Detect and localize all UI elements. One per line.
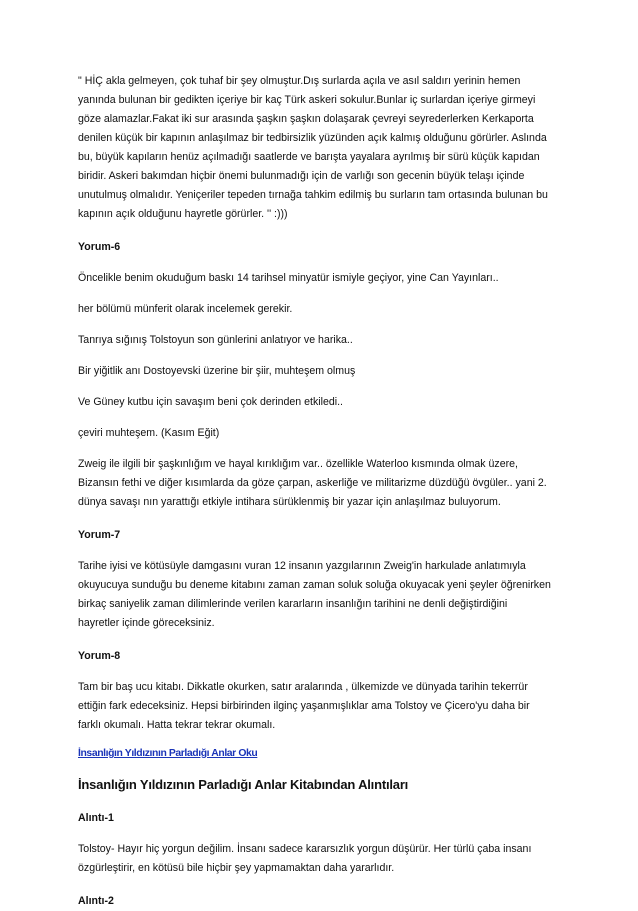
- review-6-line: her bölümü münferit olarak incelemek gerekir.: [78, 303, 293, 315]
- review-7-paragraph: Tarihe iyisi ve kötüsüyle damgasını vuran 12 insanın yazgılarının Zweig'in harkulade anlatımıyla okuyucuya sunduğu bu deneme kitabını zaman zaman soluk soluğa okuyacak yeni şeyler öğrenirken birkaç saniyelik zaman dilimlerinde verilen kararların insanlığın tarihini ne denli değiştirdiğini hayretler içinde göreceksiniz.: [78, 560, 551, 629]
- quotes-section-title: İnsanlığın Yıldızının Parladığı Anlar Kitabından Alıntıları: [78, 777, 409, 792]
- read-book-link[interactable]: İnsanlığın Yıldızının Parladığı Anlar Oku: [78, 748, 258, 759]
- review-5-paragraph: " HİÇ akla gelmeyen, çok tuhaf bir şey olmuştur.Dış surlarda açıla ve asıl saldırı yerinin hemen yanında bulunan bir gedikten içeriye bir kaç Türk askeri sokulur.Bunlar iç surlardan içeriye girmeyi göze alamazlar.Fakat iki sur arasında şaşkın şaşkın dolaşarak çevreyi seyrederlerken Kerkaporta denilen küçük bir kapının anlaşılmaz bir tedbirsizlik yüzünden açık kalmış olduğunu görürler. Aslında bu, büyük kapıların henüz açılmadığı saatlerde ve barışta yayalara ayrılmış bir sürü küçük kapıdan biridir. Askeri bakımdan hiçbir önemi bulunmadığı için de varlığı son gecenin büyük telaşı içinde unutulmuş olmalıdır. Yeniçeriler tepeden tırnağa tahkim edilmiş bu surların tam ortasında bulunan bu kapının açık olduğunu hayretle görürler. '' :))): [78, 75, 548, 220]
- review-6-line: Bir yiğitlik anı Dostoyevski üzerine bir şiir, muhteşem olmuş: [78, 365, 356, 377]
- review-8-heading: Yorum-8: [78, 650, 121, 662]
- review-6-line: Ve Güney kutbu için savaşım beni çok derinden etkiledi..: [78, 396, 343, 408]
- review-6-line: Öncelikle benim okuduğum baskı 14 tarihsel minyatür ismiyle geçiyor, yine Can Yayınları..: [78, 272, 499, 284]
- review-7-heading: Yorum-7: [78, 529, 121, 541]
- review-8-paragraph: Tam bir baş ucu kitabı. Dikkatle okurken, satır aralarında , ülkemizde ve dünyada tarihin tekerrür ettiğin fark edeceksiniz. Hepsi birbirinden ilginç yaşanmışlıklar ama Tolstoy ve Çicero'yu daha bir farklı okumalı. Hatta tekrar tekrar okumalı.: [78, 681, 530, 731]
- review-6-heading: Yorum-6: [78, 241, 121, 253]
- quote-2-heading: Alıntı-2: [78, 895, 114, 907]
- review-6-line: Tanrıya sığınış Tolstoyun son günlerini anlatıyor ve harika..: [78, 334, 353, 346]
- review-6-paragraph: Zweig ile ilgili bir şaşkınlığım ve hayal kırıklığım var.. özellikle Waterloo kısmında olmak üzere, Bizansın fethi ve diğer kısımlarda da göze çarpan, askerliğe ve militarizme düzdüğü övgüler.. yani 2. dünya savaşı nın yarattığı etkiyle intihara sürüklenmiş bir yazar için anlaşılmaz buluyorum.: [78, 458, 547, 508]
- quote-1-paragraph: Tolstoy- Hayır hiç yorgun değilim. İnsanı sadece kararsızlık yorgun düşürür. Her türlü çaba insanı özgürleştirir, en kötüsü bile hiçbir şey yapmamaktan daha yararlıdır.: [78, 843, 532, 874]
- quote-1-heading: Alıntı-1: [78, 812, 114, 824]
- review-6-line: çeviri muhteşem. (Kasım Eğit): [78, 427, 220, 439]
